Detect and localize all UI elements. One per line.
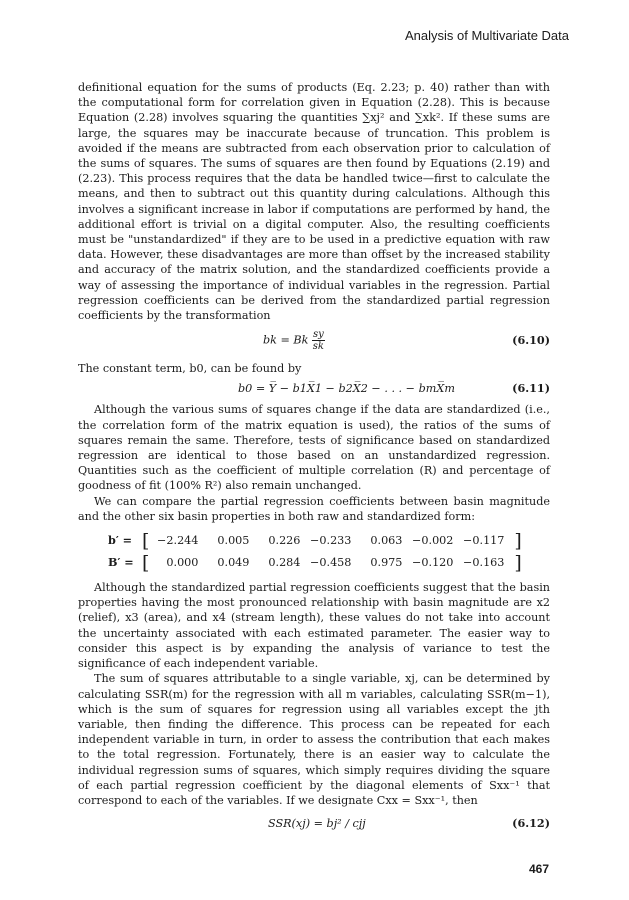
vector-raw-coefficients <box>108 530 550 552</box>
right-bracket: ] <box>514 551 522 574</box>
right-bracket: ] <box>514 529 522 552</box>
vector-cell: −0.458 <box>310 556 352 570</box>
vector-label: b′ = <box>108 533 133 548</box>
fraction-numerator: sy <box>313 329 324 341</box>
left-bracket: [ <box>142 551 150 574</box>
left-bracket: [ <box>142 529 150 552</box>
vector-cell: −0.117 <box>463 534 505 548</box>
text-column <box>78 80 550 834</box>
paragraph-1: definitional equation for the sums of products (Eq. 2.23; p. 40) rather than with the computational form for correlation given in Equation (2.28). This is because Equation (2.28) involves squaring the quantities ∑xj² and ∑xk². If these sums are large, the squares may be inaccurate because of truncation. This problem is avoided if the means are subtracted from each observation prior to calculation of the sums of squares. The sums of squares are then found by Equations (2.19) and (2.23). This process requires that the data be handled twice—first to calculate the means, and then to subtract out this quantity during calculations. Although this involves a significant increase in labor if computations are performed by hand, the additional effort is trivial on a digital computer. Also, the resulting coefficients must be "unstandardized" if they are to be used in a predictive equation with raw data. However, these disadvantages are more than offset by the increased stability and accuracy of the matrix solution, and the standardized coefficients provide a way of assessing the importance of individual variables in the regression. Partial regression coefficients can be derived from the standardized partial regression coefficients by the transformation <box>78 81 550 323</box>
vector-standardized-coefficients <box>108 552 550 574</box>
vector-cell: −0.163 <box>463 556 505 570</box>
vector-cell: −2.244 <box>157 534 199 548</box>
running-head: Analysis of Multivariate Data <box>404 28 569 43</box>
equation-number: (6.12) <box>512 816 550 831</box>
paragraph-3: Although the various sums of squares change if the data are standardized (i.e., the correlation form of the matrix equation is used), the ratios of the sums of squares remain the same. Therefore, tests of significance based on standardized regression are identical to those based on an unstandardized regression. Quantities such as the coefficient of multiple correlation (R) and percentage of goodness of fit (100% R²) also remain unchanged. <box>78 403 550 493</box>
eq-6-10-lhs: bk = Bk <box>263 333 309 347</box>
vector-cell: 0.063 <box>370 534 403 548</box>
eq-6-10-fraction <box>312 329 325 352</box>
vector-cell: 0.284 <box>268 556 301 570</box>
vector-cell: −0.002 <box>412 534 454 548</box>
vector-cell: 0.000 <box>166 556 199 570</box>
equation-number: (6.11) <box>512 381 550 396</box>
vector-cell: 0.975 <box>370 556 403 570</box>
vector-label: B′ = <box>108 555 134 570</box>
vector-cell: 0.226 <box>268 534 301 548</box>
paragraph-5: Although the standardized partial regression coefficients suggest that the basin properties having the most pronounced relationship with basin magnitude are x2 (relief), x3 (area), and x4 (stream length), these values do not take into account the uncertainty associated with each estimated parameter. The easier way to consider this aspect is by expanding the analysis of variance to test the significance of each independent variable. <box>78 581 550 671</box>
equation-6-12 <box>78 808 550 834</box>
vector-cell: 0.005 <box>217 534 250 548</box>
vector-cell: 0.049 <box>217 556 250 570</box>
equation-number: (6.10) <box>512 333 550 348</box>
page-number: 467 <box>528 862 549 876</box>
eq-6-12-math: SSR(xj) = bj² / cjj <box>268 817 366 831</box>
paragraph-4: We can compare the partial regression coefficients between basin magnitude and the other six basin properties in both raw and standardized form: <box>78 494 550 523</box>
eq-6-11-math: b0 = Y̅ − b1X̅1 − b2X̅2 − . . . − bmX̅m <box>238 382 455 396</box>
fraction-denominator: sk <box>312 341 324 353</box>
equation-6-11 <box>78 376 550 402</box>
vector-cell: −0.233 <box>310 534 352 548</box>
equation-6-10 <box>78 323 550 361</box>
paragraph-2: The constant term, b0, can be found by <box>78 362 302 376</box>
vector-cell: −0.120 <box>412 556 454 570</box>
paragraph-6: The sum of squares attributable to a single variable, xj, can be determined by calculating SSR(m) for the regression with all m variables, calculating SSR(m−1), which is the sum of squares for regression using all variables except the jth variable, then finding the difference. This process can be repeated for each independent variable in turn, in order to assess the contribution that each makes to the total regression. Fortunately, there is an easier way to calculate the individual regression sums of squares, which simply requires dividing the square of each partial regression coefficient by the diagonal elements of Sxx⁻¹ that correspond to each of the variables. If we designate Cxx = Sxx⁻¹, then <box>78 672 550 807</box>
